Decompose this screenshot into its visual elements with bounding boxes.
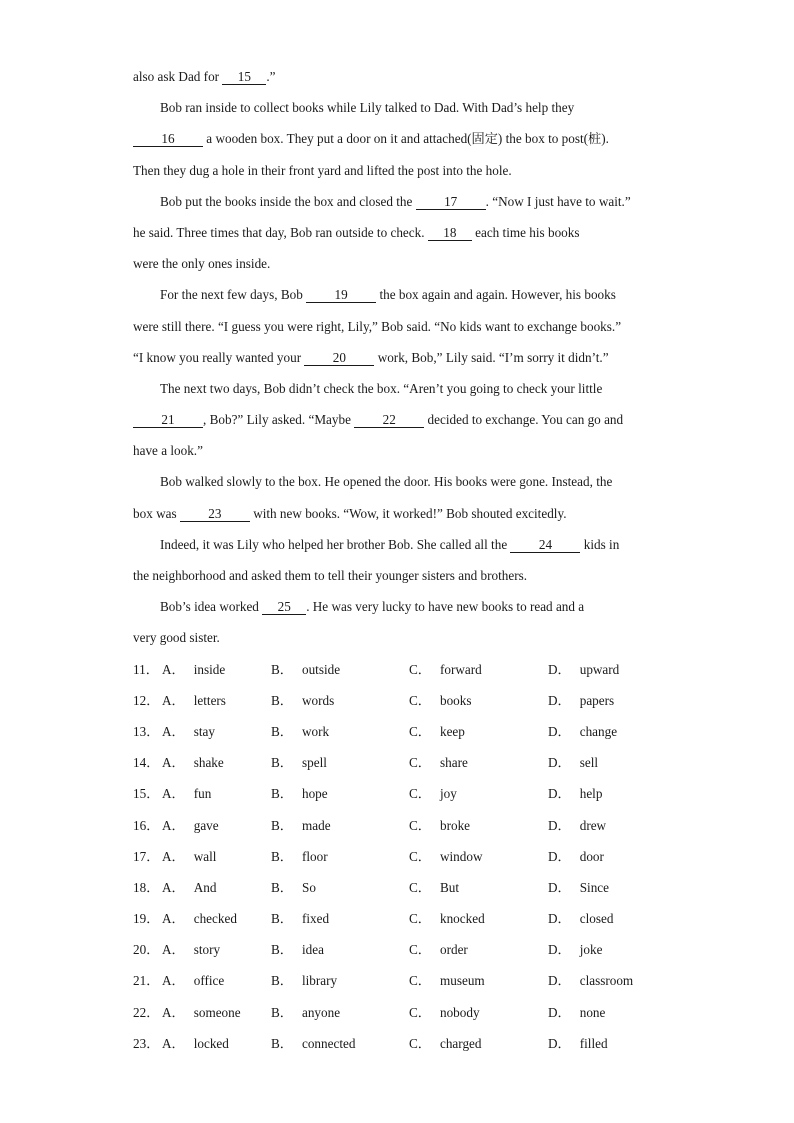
blank-15: 15 bbox=[222, 69, 266, 85]
option-b: B． words bbox=[271, 692, 335, 708]
option-c: C． forward bbox=[409, 661, 482, 677]
question-number: 20． bbox=[133, 942, 160, 958]
passage-line: 16 a wooden box. They put a door on it and attached(固定) the box to post(桩). bbox=[133, 123, 663, 154]
option-d: D． closed bbox=[548, 911, 614, 927]
passage-line: also ask Dad for 15 .” bbox=[133, 69, 276, 84]
option-d: D． classroom bbox=[548, 973, 634, 989]
blank-25: 25 bbox=[262, 599, 306, 615]
option-a: A． locked bbox=[162, 1035, 229, 1051]
question-number: 12． bbox=[133, 692, 160, 708]
option-d: D． joke bbox=[548, 942, 603, 958]
question-row bbox=[133, 934, 663, 965]
option-a: A． someone bbox=[162, 1004, 241, 1020]
question-row bbox=[133, 841, 663, 872]
passage-line: Bob walked slowly to the box. He opened the door. His books were gone. Instead, the bbox=[160, 474, 613, 490]
option-b: B． So bbox=[271, 879, 316, 895]
option-b: B． fixed bbox=[271, 911, 330, 927]
option-b: B． spell bbox=[271, 755, 327, 771]
passage-line: he said. Three times that day, Bob ran outside to check. 18 each time his books bbox=[133, 224, 580, 240]
question-row bbox=[133, 965, 663, 996]
passage-line: Bob put the books inside the box and closed the 17 . “Now I just have to wait.” bbox=[160, 193, 631, 209]
question-number: 14． bbox=[133, 755, 160, 771]
passage-line: Indeed, it was Lily who helped her brother Bob. She called all the 24 kids in bbox=[160, 536, 620, 552]
option-c: C． share bbox=[409, 755, 468, 771]
question-number: 11． bbox=[133, 661, 159, 677]
blank-19: 19 bbox=[306, 287, 376, 303]
question-row bbox=[133, 1028, 663, 1059]
passage-line: box was 23 with new books. “Wow, it worked!” Bob shouted excitedly. bbox=[133, 505, 567, 521]
option-d: D． upward bbox=[548, 661, 620, 677]
question-number: 18． bbox=[133, 879, 160, 895]
passage-line: very good sister. bbox=[133, 630, 220, 646]
option-d: D． Since bbox=[548, 879, 610, 895]
question-row bbox=[133, 872, 663, 903]
option-a: A． letters bbox=[162, 692, 226, 708]
question-number: 15． bbox=[133, 786, 160, 802]
option-b: B． work bbox=[271, 723, 330, 739]
passage-line: Bob’s idea worked 25 . He was very lucky to have new books to read and a bbox=[160, 599, 585, 615]
option-d: D． drew bbox=[548, 817, 607, 833]
blank-18: 18 bbox=[428, 225, 472, 241]
option-b: B． connected bbox=[271, 1035, 356, 1051]
question-row bbox=[133, 778, 663, 809]
option-a: A． wall bbox=[162, 848, 217, 864]
passage-line: Bob ran inside to collect books while Lily talked to Dad. With Dad’s help they bbox=[160, 100, 575, 116]
passage-line: Then they dug a hole in their front yard and lifted the post into the hole. bbox=[133, 162, 512, 178]
option-c: C． charged bbox=[409, 1035, 482, 1051]
option-a: A． gave bbox=[162, 817, 219, 833]
blank-21: 21 bbox=[133, 412, 203, 428]
question-number: 17． bbox=[133, 848, 160, 864]
passage-line: the neighborhood and asked them to tell their younger sisters and brothers. bbox=[133, 568, 528, 583]
option-a: A． And bbox=[162, 879, 217, 895]
blank-16: 16 bbox=[133, 131, 203, 147]
option-a: A． inside bbox=[162, 661, 226, 677]
question-number: 13． bbox=[133, 723, 160, 739]
passage-line: For the next few days, Bob 19 the box again and again. However, his books bbox=[160, 287, 616, 303]
option-d: D． sell bbox=[548, 755, 599, 771]
option-d: D． change bbox=[548, 723, 618, 739]
option-b: B． hope bbox=[271, 786, 328, 802]
question-number: 22． bbox=[133, 1004, 160, 1020]
option-b: B． library bbox=[271, 973, 338, 989]
passage-line: have a look.” bbox=[133, 443, 203, 459]
question-number: 21． bbox=[133, 973, 160, 989]
cloze-passage bbox=[133, 61, 663, 654]
passage-line: “I know you really wanted your 20 work, Bob,” Lily said. “I’m sorry it didn’t.” bbox=[133, 349, 609, 365]
blank-17: 17 bbox=[416, 194, 486, 210]
option-c: C． keep bbox=[409, 723, 465, 739]
option-a: A． stay bbox=[162, 723, 215, 739]
blank-22: 22 bbox=[354, 412, 424, 428]
question-row bbox=[133, 903, 663, 934]
blank-24: 24 bbox=[510, 537, 580, 553]
question-number: 19． bbox=[133, 911, 160, 927]
option-c: C． knocked bbox=[409, 911, 485, 927]
passage-line: were still there. “I guess you were right, Lily,” Bob said. “No kids want to exchange books.” bbox=[133, 318, 622, 334]
passage-line: 21 , Bob?” Lily asked. “Maybe 22 decided to exchange. You can go and bbox=[133, 404, 663, 435]
option-a: A． fun bbox=[162, 786, 212, 802]
blank-20: 20 bbox=[304, 350, 374, 366]
option-a: A． office bbox=[162, 973, 225, 989]
option-b: B． outside bbox=[271, 661, 341, 677]
option-d: D． none bbox=[548, 1004, 606, 1020]
option-c: C． But bbox=[409, 879, 460, 895]
option-d: D． papers bbox=[548, 692, 615, 708]
question-number: 16． bbox=[133, 817, 160, 833]
question-row bbox=[133, 997, 663, 1028]
answer-options bbox=[133, 654, 663, 1059]
passage-line: were the only ones inside. bbox=[133, 256, 271, 272]
option-a: A． shake bbox=[162, 755, 224, 771]
question-row bbox=[133, 747, 663, 778]
question-number: 23． bbox=[133, 1035, 160, 1051]
option-c: C． order bbox=[409, 942, 468, 958]
option-d: D． filled bbox=[548, 1035, 608, 1051]
blank-23: 23 bbox=[180, 506, 250, 522]
option-c: C． museum bbox=[409, 973, 485, 989]
option-c: C． window bbox=[409, 848, 483, 864]
question-row bbox=[133, 654, 663, 685]
option-b: B． anyone bbox=[271, 1004, 341, 1020]
question-row bbox=[133, 810, 663, 841]
option-b: B． made bbox=[271, 817, 331, 833]
question-row bbox=[133, 685, 663, 716]
option-c: C． nobody bbox=[409, 1004, 480, 1020]
option-b: B． floor bbox=[271, 848, 328, 864]
option-c: C． books bbox=[409, 692, 472, 708]
option-b: B． idea bbox=[271, 942, 324, 958]
option-c: C． joy bbox=[409, 786, 457, 802]
option-d: D． door bbox=[548, 848, 604, 864]
document-page bbox=[133, 61, 663, 1059]
passage-line: The next two days, Bob didn’t check the box. “Aren’t you going to check your little bbox=[160, 380, 603, 396]
option-d: D． help bbox=[548, 786, 603, 802]
option-c: C． broke bbox=[409, 817, 471, 833]
option-a: A． checked bbox=[162, 911, 237, 927]
option-a: A． story bbox=[162, 942, 221, 958]
question-row bbox=[133, 716, 663, 747]
